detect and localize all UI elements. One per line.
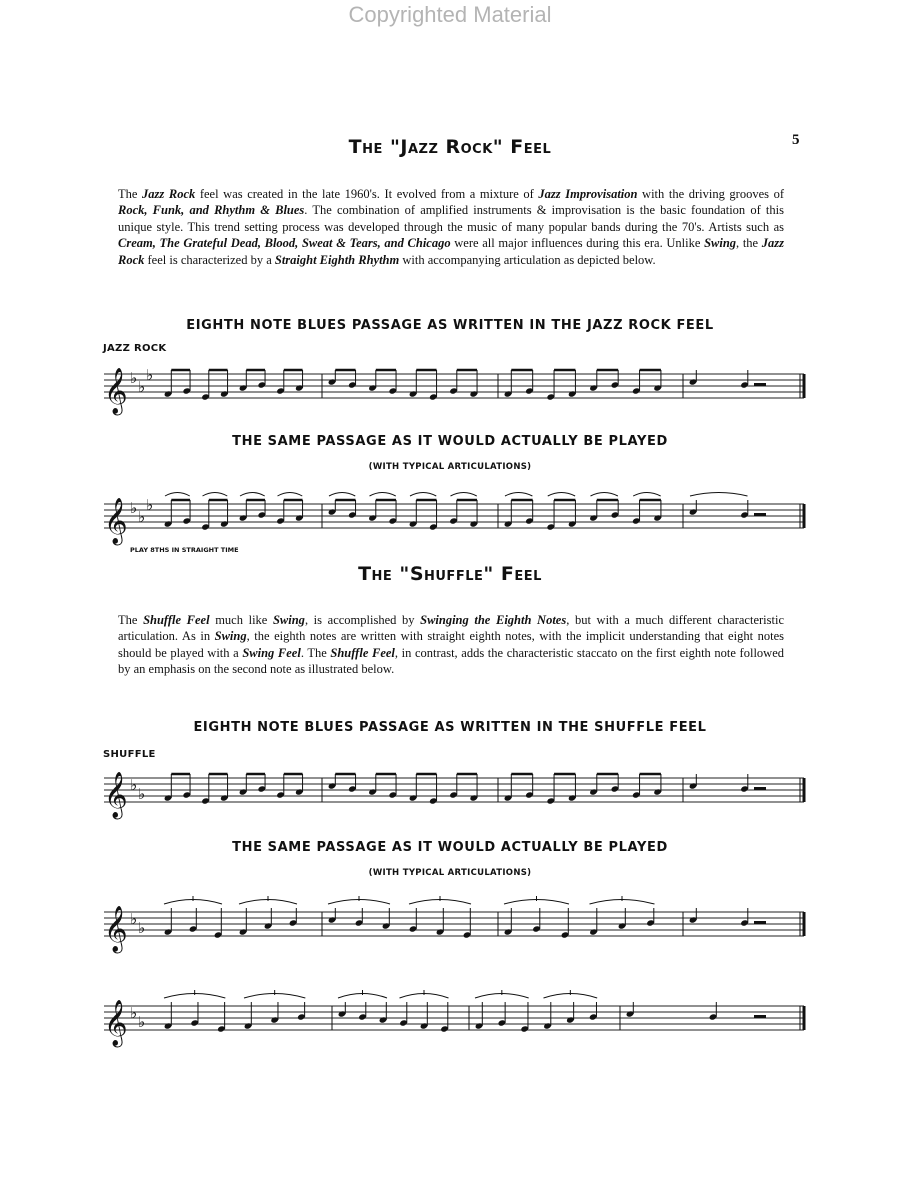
flat-sign-icon: ♭ <box>130 369 138 387</box>
shuffle-played-subheading: (WITH TYPICAL ARTICULATIONS) <box>368 868 532 878</box>
jazz-rock-staff-label: JAZZ ROCK <box>103 343 167 354</box>
flat-sign-icon: ♭ <box>138 508 146 526</box>
jazz-rock-paragraph: The Jazz Rock feel was created in the late 1960's. It evolved from a mixture of Jazz Improvisation with the driving grooves of Rock, Funk, and Rhythm & Blues. The combination of amplified instruments & improvisation is the basic foundation of this unique style. This trend setting process was developed through the music of many popular bands during the 70's. Artists such as Cream, The Grateful Dead, Blood, Sweat & Tears, and Chicago were all major influences during this era. Unlike Swing, the Jazz Rock feel is characterized by a Straight Eighth Rhythm with accompanying articulation as depicted below. <box>118 187 785 267</box>
treble-clef-icon: 𝄞 <box>104 368 128 414</box>
staff-shuffle-played-1 <box>100 894 810 954</box>
shuffle-title: The "Shuffle" Feel <box>358 563 542 585</box>
shuffle-played-heading: THE SAME PASSAGE AS IT WOULD ACTUALLY BE PLAYED <box>232 840 668 855</box>
flat-sign-icon: ♭ <box>146 366 154 384</box>
shuffle-paragraph: The Shuffle Feel much like Swing, is accomplished by Swinging the Eighth Notes, but with a much different characteristic articulation. As in Swing, the eighth notes are written with straight eighth notes, with the implicit understanding that eight notes should be played with a Swing Feel. The Shuffle Feel, in contrast, adds the characteristic staccato on the first eighth note followed by an emphasis on the second note as illustrated below. <box>118 613 784 677</box>
flat-sign-icon: ♭ <box>138 1013 146 1031</box>
treble-clef-icon: 𝄞 <box>104 498 128 544</box>
copyright-watermark: Copyrighted Material <box>348 2 552 27</box>
flat-sign-icon: ♭ <box>130 910 138 928</box>
staff-jazz-rock-written <box>100 356 810 416</box>
jazz-rock-written-heading: EIGHTH NOTE BLUES PASSAGE AS WRITTEN IN THE JAZZ ROCK FEEL <box>186 318 714 333</box>
flat-sign-icon: ♭ <box>130 776 138 794</box>
staff-jazz-rock-played <box>100 486 810 546</box>
treble-clef-icon: 𝄞 <box>104 1000 128 1046</box>
staff-shuffle-written <box>100 760 810 820</box>
flat-sign-icon: ♭ <box>130 1004 138 1022</box>
jazz-rock-played-heading: THE SAME PASSAGE AS IT WOULD ACTUALLY BE PLAYED <box>232 434 668 449</box>
shuffle-written-heading: EIGHTH NOTE BLUES PASSAGE AS WRITTEN IN THE SHUFFLE FEEL <box>193 720 707 735</box>
flat-sign-icon: ♭ <box>130 499 138 517</box>
shuffle-staff-label: SHUFFLE <box>103 749 156 760</box>
jazz-rock-played-subheading: (WITH TYPICAL ARTICULATIONS) <box>368 462 532 472</box>
staff-shuffle-played-2 <box>100 988 810 1048</box>
treble-clef-icon: 𝄞 <box>104 906 128 952</box>
play-straight-note: PLAY 8THS IN STRAIGHT TIME <box>130 546 239 554</box>
jazz-rock-title: The "Jazz Rock" Feel <box>348 136 552 158</box>
flat-sign-icon: ♭ <box>146 496 154 514</box>
treble-clef-icon: 𝄞 <box>104 772 128 818</box>
flat-sign-icon: ♭ <box>138 785 146 803</box>
page-number: 5 <box>792 132 800 148</box>
flat-sign-icon: ♭ <box>138 919 146 937</box>
flat-sign-icon: ♭ <box>138 378 146 396</box>
